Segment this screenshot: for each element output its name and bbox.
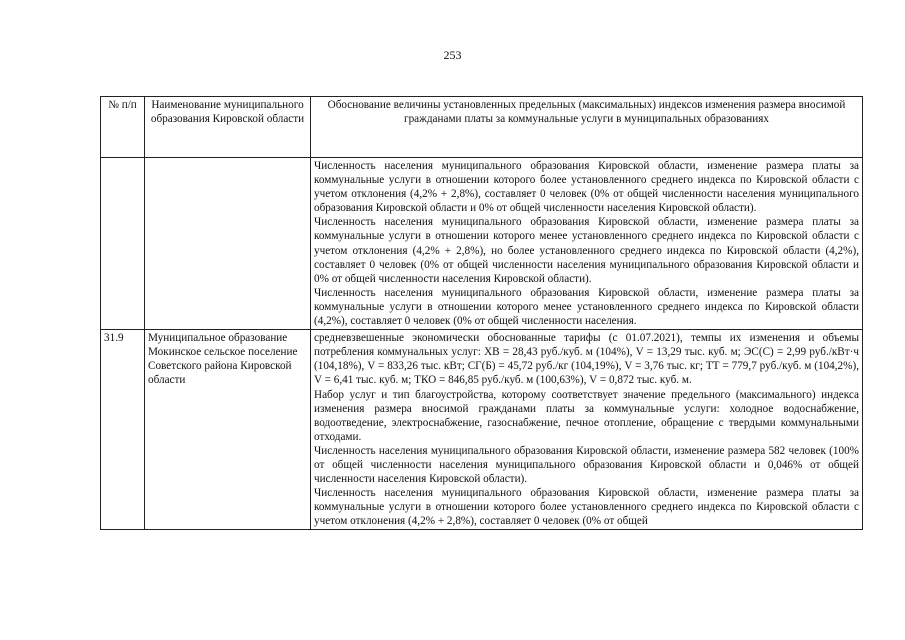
table-header-row bbox=[101, 97, 863, 158]
header-municipality-name: Наименование муниципального образования Кировской области bbox=[145, 97, 311, 158]
table-row bbox=[101, 330, 863, 530]
table-row bbox=[101, 158, 863, 330]
header-number: № п/п bbox=[101, 97, 145, 158]
justification-cell bbox=[311, 330, 863, 530]
municipality-name: Муниципальное образование Мокинское сельское поселение Советского района Кировской области bbox=[145, 330, 311, 530]
row-number bbox=[101, 158, 145, 330]
tariff-table bbox=[100, 96, 863, 530]
justification-paragraph: Численность населения муниципального образования Кировской области, изменение размера платы за коммунальные услуги в отношении которого менее установленного среднего индекса по Кировской области (4,2%), составляет 0 человек (0% от общей численности населения. bbox=[314, 286, 859, 328]
municipality-name bbox=[145, 158, 311, 330]
header-justification: Обоснование величины установленных предельных (максимальных) индексов изменения размера вносимой гражданами платы за коммунальные услуги в муниципальных образованиях bbox=[311, 97, 863, 158]
row-number: 31.9 bbox=[101, 330, 145, 530]
page-number: 253 bbox=[443, 48, 462, 62]
justification-cell bbox=[311, 158, 863, 330]
justification-paragraph: Численность населения муниципального образования Кировской области, изменение размера платы за коммунальные услуги в отношении которого более установленного среднего индекса по Кировской области с учетом отклонения (4,2% + 2,8%), составляет 0 человек (0% от общей bbox=[314, 487, 859, 528]
justification-paragraph: Численность населения муниципального образования Кировской области, изменение размера 582 человек (100% от общей численности населения муниципального образования Кировской области и 0,046% от общей численности населения Кировской области). bbox=[314, 444, 859, 486]
justification-paragraph: средневзвешенные экономически обоснованные тарифы (с 01.07.2021), темпы их изменения и объемы потребления коммунальных услуг: ХВ = 28,43 руб./куб. м (104%), V = 13,29 тыс. куб. м; ЭС(С) = 2,99 руб./кВт·ч (104,18%), V = 833,26 тыс. кВт; СГ(Б) = 45,72 руб./кг (104,19%), V = 3,76 тыс. кг; ТТ = 779,7 руб./куб. м (104,2%), V = 6,41 тыс. куб. м; ТКО = 846,85 руб./куб. м (100,63%), V = 0,872 тыс. куб. м. bbox=[314, 332, 859, 387]
justification-paragraph: Набор услуг и тип благоустройства, которому соответствует значение предельного (максимального) индекса изменения размера вносимой гражданами платы за коммунальные услуги: холодное водоснабжение, водоотведение, электроснабжение, газоснабжение, печное отопление, обращение с твердыми коммунальными отходами. bbox=[314, 388, 859, 443]
justification-paragraph: Численность населения муниципального образования Кировской области, изменение размера платы за коммунальные услуги в отношении которого менее установленного среднего индекса по Кировской области с учетом отклонения (4,2% + 2,8%), но более установленного среднего индекса по Кировской области (4,2%), составляет 0 человек (0% от общей численности населения муниципального образования Кировской области и 0% от общей численности населения Кировской области). bbox=[314, 216, 859, 285]
justification-paragraph: Численность населения муниципального образования Кировской области, изменение размера платы за коммунальные услуги в отношении которого более установленного среднего индекса по Кировской области с учетом отклонения (4,2% + 2,8%), составляет 0 человек (0% от общей численности населения муниципального образования Кировской области и 0% от общей численности населения Кировской области). bbox=[314, 160, 859, 215]
